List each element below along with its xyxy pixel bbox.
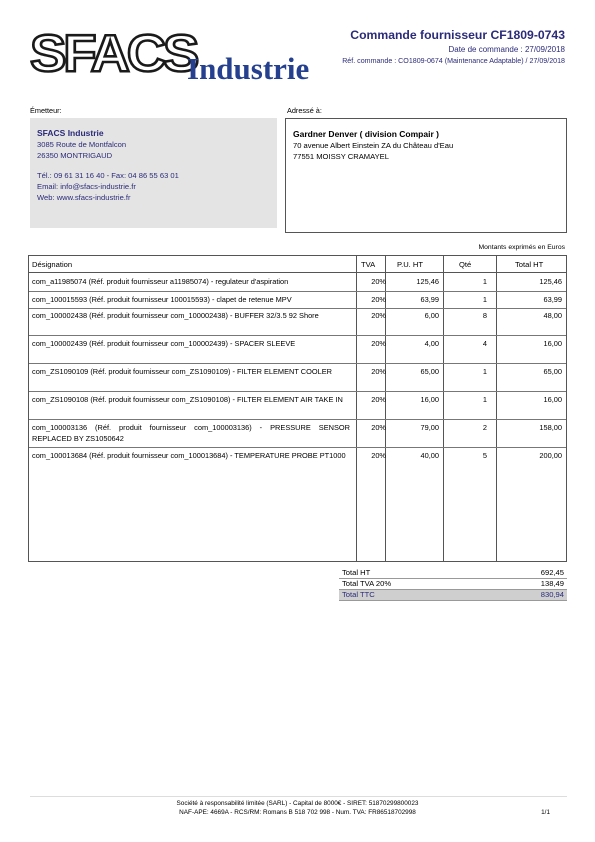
sender-label: Émetteur:	[30, 106, 62, 115]
row-designation: com_a11985074 (Réf. produit fournisseur a11985074) - regulateur d'aspiration	[32, 277, 289, 286]
recipient-box	[285, 118, 567, 233]
row-designation: com_100003136 (Réf. produit fournisseur com_100003136) - PRESSURE SENSOR REPLACED BY ZS1050642	[32, 423, 350, 443]
row-quantity: 1	[482, 295, 487, 304]
totals-block	[339, 568, 567, 601]
row-total: 65,00	[543, 367, 562, 376]
order-reference: Réf. commande : CO1809-0674 (Maintenance Adaptable) / 27/09/2018	[342, 57, 565, 65]
sender-box	[30, 118, 277, 228]
row-separator	[29, 391, 566, 392]
row-total: 158,00	[539, 423, 562, 432]
row-quantity: 2	[482, 423, 487, 432]
total-ht-label: Total HT	[342, 568, 371, 577]
row-designation: com_100002438 (Réf. produit fournisseur com_100002438) - BUFFER 32/3.5 92 Shore	[32, 311, 319, 320]
row-unit-price: 16,00	[420, 395, 439, 404]
row-total: 200,00	[539, 451, 562, 460]
column-divider	[443, 256, 444, 561]
logo-brand: SFACS	[30, 25, 197, 83]
row-separator	[29, 363, 566, 364]
row-tva: 20%	[371, 277, 386, 286]
row-tva: 20%	[371, 451, 386, 460]
document-title: Commande fournisseur CF1809-0743	[350, 28, 565, 42]
row-designation: com_100002439 (Réf. produit fournisseur com_100002439) - SPACER SLEEVE	[32, 339, 296, 348]
column-divider	[496, 256, 497, 561]
order-date: Date de commande : 27/09/2018	[448, 45, 565, 54]
row-unit-price: 63,99	[420, 295, 439, 304]
row-total: 16,00	[543, 395, 562, 404]
header-total: Total HT	[515, 260, 544, 269]
footer-divider	[30, 796, 567, 797]
sender-address-1: 3085 Route de Montfalcon	[37, 140, 127, 149]
total-tva-value: 138,49	[540, 579, 564, 588]
row-unit-price: 6,00	[424, 311, 439, 320]
total-tva-label: Total TVA 20%	[342, 579, 392, 588]
row-tva: 20%	[371, 295, 386, 304]
recipient-address-2: 77551 MOISSY CRAMAYEL	[293, 152, 389, 161]
row-tva: 20%	[371, 311, 386, 320]
sender-email: Email: info@sfacs-industrie.fr	[37, 182, 136, 191]
row-designation: com_ZS1090108 (Réf. produit fournisseur com_ZS1090108) - FILTER ELEMENT AIR TAKE IN	[32, 395, 343, 404]
header-designation: Désignation	[32, 260, 73, 269]
total-tva-row	[339, 579, 567, 590]
row-total: 63,99	[543, 295, 562, 304]
header-tva: TVA	[361, 260, 376, 269]
row-total: 125,46	[539, 277, 562, 286]
recipient-address-1: 70 avenue Albert Einstein ZA du Château d'Eau	[293, 141, 454, 150]
row-quantity: 1	[482, 367, 487, 376]
total-ttc-value: 830,94	[540, 590, 564, 599]
header-qte: Qté	[459, 260, 472, 269]
total-ttc-label: Total TTC	[342, 590, 375, 599]
order-lines-table	[28, 255, 567, 562]
row-unit-price: 40,00	[420, 451, 439, 460]
company-logo	[30, 25, 312, 86]
sender-name: SFACS Industrie	[37, 128, 104, 138]
sender-phone: Tél.: 09 61 31 16 40 - Fax: 04 86 55 63 01	[37, 171, 179, 180]
currency-note: Montants exprimés en Euros	[478, 244, 565, 251]
row-quantity: 8	[482, 311, 487, 320]
row-quantity: 1	[482, 277, 487, 286]
recipient-label: Adressé à:	[287, 106, 322, 115]
total-ttc-row	[339, 590, 567, 601]
row-total: 16,00	[543, 339, 562, 348]
row-quantity: 5	[482, 451, 487, 460]
sender-web: Web: www.sfacs-industrie.fr	[37, 193, 131, 202]
row-separator	[29, 308, 566, 309]
total-ht-row	[339, 568, 567, 579]
row-tva: 20%	[371, 367, 386, 376]
row-unit-price: 65,00	[420, 367, 439, 376]
recipient-name: Gardner Denver ( division Compair )	[293, 129, 439, 139]
row-tva: 20%	[371, 339, 386, 348]
row-unit-price: 125,46	[416, 277, 439, 286]
row-unit-price: 79,00	[420, 423, 439, 432]
total-ht-value: 692,45	[540, 568, 564, 577]
header-pu: P.U. HT	[397, 260, 424, 269]
row-quantity: 4	[482, 339, 487, 348]
row-tva: 20%	[371, 395, 386, 404]
row-designation: com_100015593 (Réf. produit fournisseur 100015593) - clapet de retenue MPV	[32, 295, 292, 304]
row-tva: 20%	[371, 423, 386, 432]
logo-suffix: Industrie	[187, 51, 310, 86]
row-separator	[29, 335, 566, 336]
row-separator	[29, 291, 566, 292]
row-quantity: 1	[482, 395, 487, 404]
row-designation: com_ZS1090109 (Réf. produit fournisseur com_ZS1090109) - FILTER ELEMENT COOLER	[32, 367, 332, 376]
column-divider	[356, 256, 357, 561]
table-header	[29, 256, 566, 273]
page-number: 1/1	[541, 809, 550, 816]
footer-legal-2: NAF-APE: 4669A - RCS/RM: Romans B 518 702 998 - Num. TVA: FR86518702998	[179, 809, 416, 816]
sender-address-2: 26350 MONTRIGAUD	[37, 151, 113, 160]
footer-legal-1: Société à responsabilité limitée (SARL) - Capital de 8000€ - SIRET: 51870299800023	[176, 800, 419, 807]
row-unit-price: 4,00	[424, 339, 439, 348]
row-designation: com_100013684 (Réf. produit fournisseur com_100013684) - TEMPERATURE PROBE PT1000	[32, 451, 346, 460]
row-separator	[29, 447, 566, 448]
row-separator	[29, 419, 566, 420]
row-total: 48,00	[543, 311, 562, 320]
